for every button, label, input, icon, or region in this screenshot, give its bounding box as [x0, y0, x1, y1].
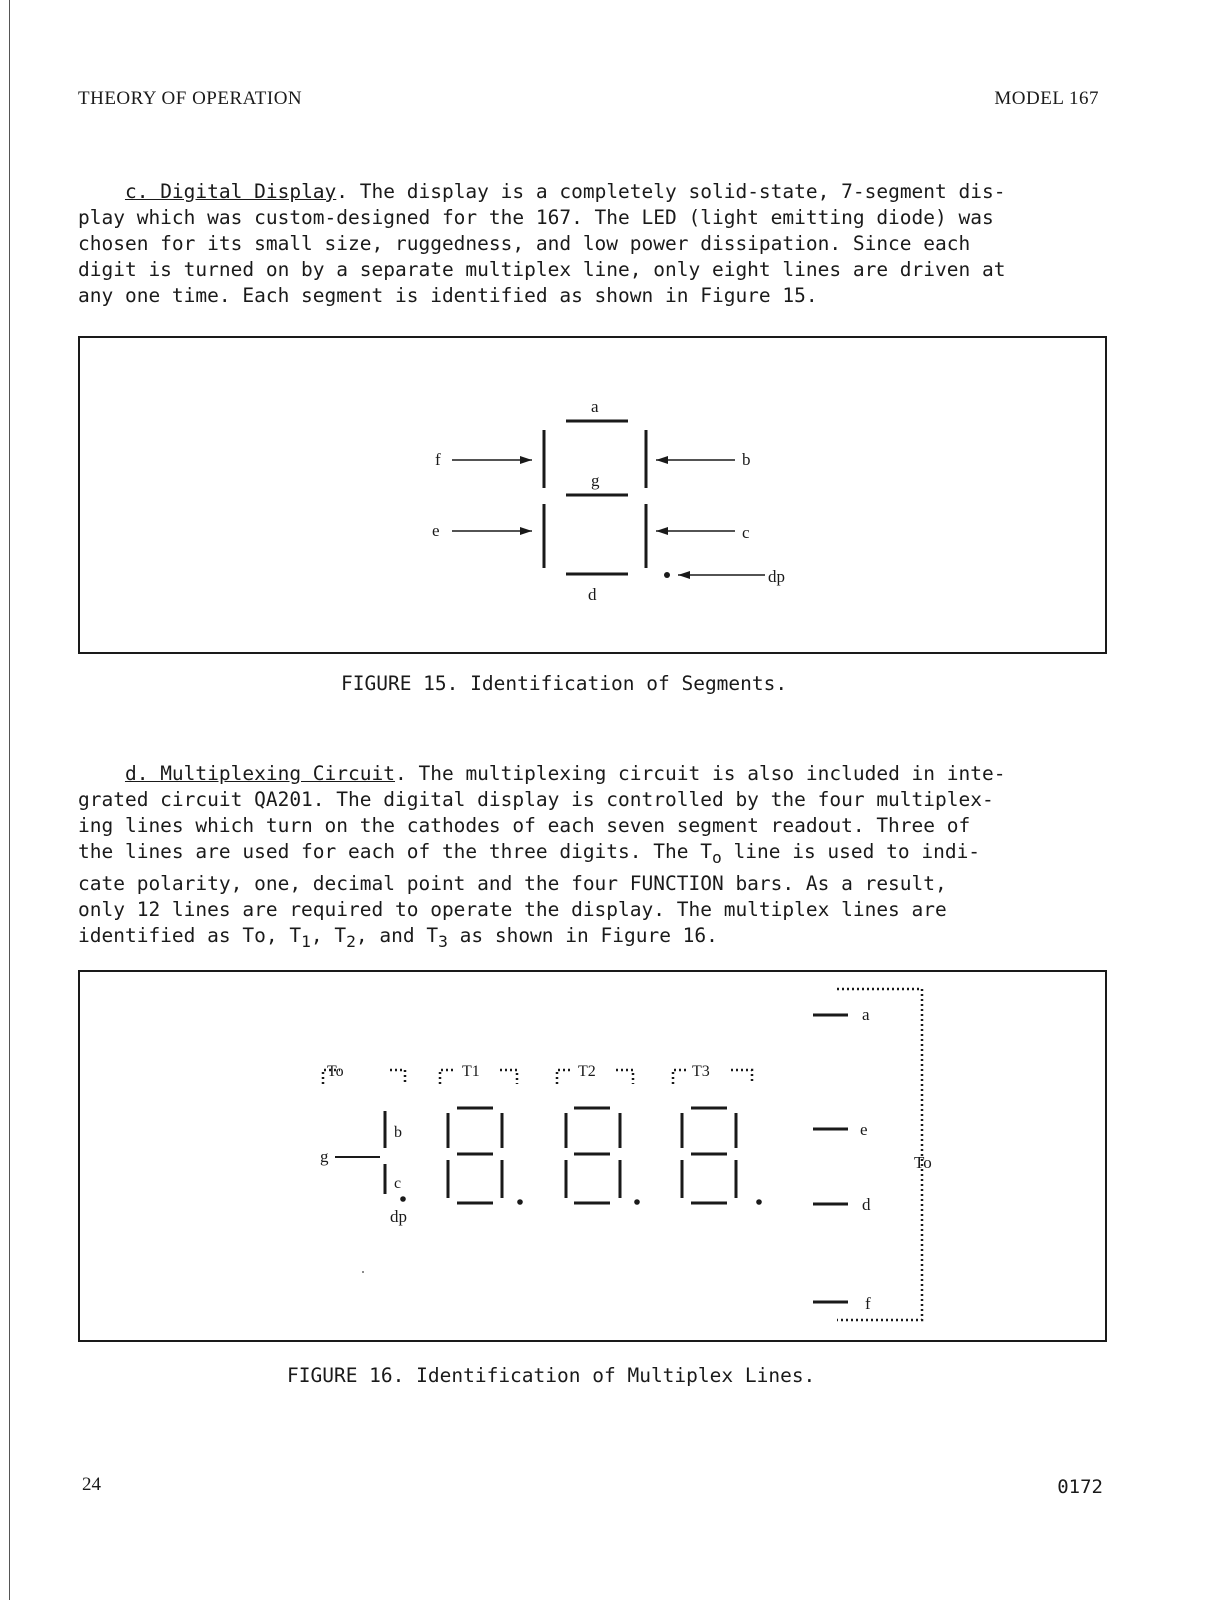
para-text: , T	[310, 923, 347, 947]
para-text: , and T	[355, 923, 439, 947]
para-line: cate polarity, one, decimal point and the four FUNCTION bars. As a result,	[78, 871, 947, 895]
function-label-e: e	[860, 1120, 868, 1139]
label-b: b	[394, 1124, 402, 1141]
para-line: digit is turned on by a separate multiplex line, only eight lines are driven at	[78, 258, 1006, 281]
label-e: e	[432, 521, 440, 540]
seven-segment-diagram	[80, 338, 1105, 652]
subscript-t2: 2	[346, 931, 356, 951]
running-header-left: THEORY OF OPERATION	[78, 88, 303, 109]
para-text: . The multiplexing circuit is also included in inte-	[395, 762, 1006, 785]
document-code: 0172	[1057, 1476, 1103, 1498]
label-g: g	[591, 471, 600, 490]
function-label-f: f	[865, 1294, 871, 1313]
group-label-To: To	[327, 1063, 344, 1080]
figure-15-caption: FIGURE 15. Identification of Segments.	[341, 672, 788, 695]
function-label-d: d	[862, 1195, 871, 1214]
leading-dp	[400, 1196, 406, 1202]
para-line	[78, 839, 1138, 871]
subscript-t3: 3	[438, 931, 448, 951]
digit-3-dp	[756, 1199, 762, 1205]
digit-2-dp	[634, 1199, 640, 1205]
para-line: ing lines which turn on the cathodes of each seven segment readout. Three of	[78, 814, 971, 837]
running-header-right: MODEL 167	[994, 88, 1099, 109]
digit-1	[448, 1108, 502, 1203]
section-c-paragraph	[78, 179, 1138, 309]
function-label-a: a	[862, 1005, 870, 1024]
para-text: line is used to indi-	[721, 840, 981, 863]
para-line: only 12 lines are required to operate the display. The multiplex lines are	[78, 897, 947, 921]
label-c: c	[742, 523, 750, 542]
para-line: grated circuit QA201. The digital display is controlled by the four multiplex-	[78, 788, 994, 811]
para-line: chosen for its small size, ruggedness, and low power dissipation. Since each	[78, 232, 971, 255]
group-label-T2: T2	[578, 1063, 596, 1080]
label-dp: dp	[768, 567, 785, 586]
para-line	[78, 923, 1138, 955]
label-b: b	[742, 450, 751, 469]
para-line: play which was custom-designed for the 167. The LED (light emitting diode) was	[78, 206, 994, 229]
bracket-label-To: To	[914, 1153, 932, 1172]
section-c-heading: c. Digital Display	[124, 180, 337, 203]
subscript-t0: o	[711, 847, 722, 867]
page-number: 24	[82, 1474, 101, 1495]
group-label-T3: T3	[692, 1063, 710, 1080]
para-line: any one time. Each segment is identified as shown in Figure 15.	[78, 284, 818, 307]
multiplex-lines-diagram	[80, 972, 1105, 1340]
digit-2	[566, 1108, 620, 1203]
digit-3	[682, 1108, 736, 1203]
function-bars	[813, 1015, 848, 1302]
para-text: identified as To, T	[78, 923, 302, 947]
para-text: the lines are used for each of the three digits. The T	[78, 840, 712, 863]
label-dp: dp	[390, 1207, 407, 1226]
group-label-T1: T1	[462, 1063, 480, 1080]
label-c: c	[394, 1175, 402, 1192]
binder-edge-line	[9, 0, 10, 1600]
bracket-function-To	[837, 989, 922, 1320]
group-brackets	[323, 989, 922, 1320]
figure-16-caption: FIGURE 16. Identification of Multiplex Lines.	[287, 1364, 816, 1387]
label-g: g	[320, 1147, 329, 1166]
figure-16-box	[78, 970, 1107, 1342]
digit-1-dp	[517, 1199, 523, 1205]
para-text: as shown in Figure 16.	[447, 923, 718, 947]
label-d: d	[588, 585, 597, 604]
bracket-T3	[673, 1070, 752, 1084]
subscript-t1: 1	[301, 931, 311, 951]
para-line	[78, 761, 1138, 787]
para-line	[78, 179, 1138, 205]
section-d-heading: d. Multiplexing Circuit	[124, 762, 395, 785]
section-d-paragraph	[78, 761, 1138, 955]
label-a: a	[591, 397, 599, 416]
label-f: f	[435, 450, 441, 469]
figure-15-box	[78, 336, 1107, 654]
segment-dp	[664, 572, 670, 578]
para-text: . The display is a completely solid-state, 7-segment dis-	[336, 180, 1006, 203]
